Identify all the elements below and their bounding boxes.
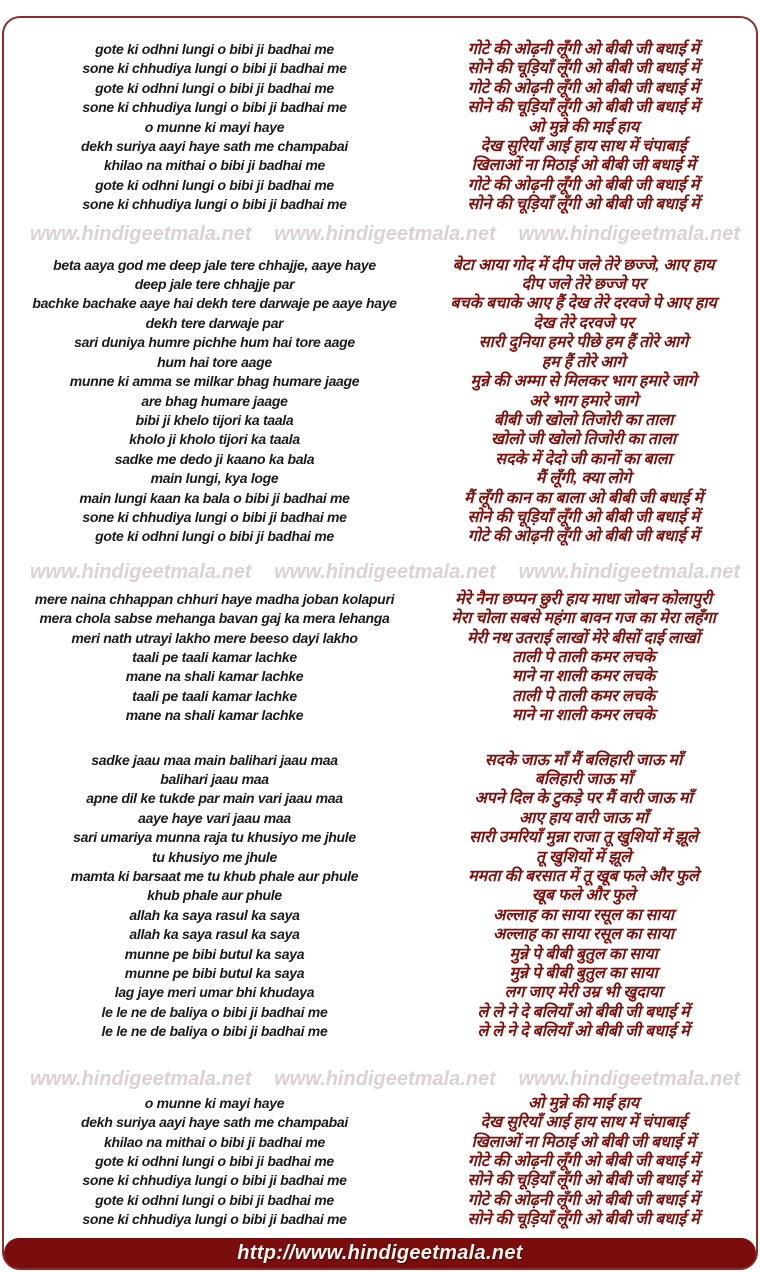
- watermark-text: www.hindigeetmala.net: [274, 222, 496, 245]
- lyric-line-row: [4, 294, 756, 313]
- lyric-line-row: [4, 508, 756, 527]
- lyric-line-transliteration: sadke me dedo ji kaano ka bala: [114, 450, 315, 467]
- lyric-line-row: [4, 1171, 756, 1190]
- lyrics-body: [4, 40, 756, 1230]
- lyric-line-transliteration: mera chola sabse mehanga bavan gaj ka mera lehanga: [39, 610, 390, 627]
- lyric-line-transliteration: sone ki chhudiya lungi o bibi ji badhai me: [82, 99, 347, 116]
- lyric-line-transliteration: o munne ki mayi haye: [144, 118, 285, 135]
- lyric-line-transliteration: bachke bachake aaye hai dekh tere darwaje pe aaye haye: [32, 295, 397, 312]
- lyric-line-hindi: सदके जाऊ माँ मैं बलिहारी जाऊ माँ: [484, 751, 683, 769]
- lyric-line-row: [4, 450, 756, 469]
- lyric-line-row: [4, 1113, 756, 1132]
- lyric-line-row: [4, 118, 756, 137]
- lyric-line-transliteration: taali pe taali kamar lachke: [132, 648, 297, 665]
- lyric-line-row: [4, 1191, 756, 1210]
- lyric-line-row: [4, 809, 756, 828]
- lyric-line-hindi: ले ले ने दे बलियाँ ओ बीबी जी बधाई में: [477, 1023, 690, 1041]
- lyric-line-transliteration: allah ka saya rasul ka saya: [129, 926, 300, 943]
- lyric-line-transliteration: khub phale aur phule: [147, 887, 282, 904]
- lyric-line-row: [4, 469, 756, 488]
- lyric-line-transliteration: beta aaya god me deep jale tere chhajje, aaye haye: [53, 256, 376, 273]
- lyric-line-row: [4, 195, 756, 214]
- lyric-line-transliteration: mere naina chhappan chhuri haye madha joban kolapuri: [34, 590, 395, 607]
- watermark-text: www.hindigeetmala.net: [274, 1067, 496, 1090]
- lyric-line-transliteration: sone ki chhudiya lungi o bibi ji badhai me: [82, 60, 347, 77]
- lyric-line-row: [4, 1210, 756, 1229]
- lyric-line-transliteration: gote ki odhni lungi o bibi ji badhai me: [95, 1191, 334, 1208]
- lyric-line-row: [4, 98, 756, 117]
- watermark-row: [4, 1066, 756, 1092]
- lyric-line-row: [4, 156, 756, 175]
- lyric-line-hindi: देख तेरे दरवजे पर: [533, 314, 634, 332]
- lyric-line-hindi: खिलाओं ना मिठाई ओ बीबी जी बधाई में: [471, 157, 696, 175]
- lyric-line-hindi: मुन्ने पे बीबी बुतुल का साया: [509, 945, 658, 963]
- lyric-line-row: [4, 983, 756, 1002]
- lyric-line-hindi: माने ना शाली कमर लचके: [511, 707, 656, 725]
- lyric-line-hindi: मेरे नैना छप्पन छुरी हाय माधा जोबन कोलापुरी: [455, 590, 712, 608]
- lyric-line-row: [4, 137, 756, 156]
- lyric-line-hindi: बचके बचाके आए हैं देख तेरे दरवजे पे आए हाय: [450, 295, 717, 313]
- lyric-line-row: [4, 848, 756, 867]
- lyric-line-transliteration: dekh tere darwaje par: [145, 314, 284, 331]
- lyric-line-row: [4, 964, 756, 983]
- lyric-line-row: [4, 527, 756, 546]
- lyric-line-hindi: खिलाओं ना मिठाई ओ बीबी जी बधाई में: [471, 1133, 696, 1151]
- lyric-line-transliteration: taali pe taali kamar lachke: [132, 687, 297, 704]
- lyric-line-row: [4, 411, 756, 430]
- lyric-line-hindi: अल्लाह का साया रसूल का साया: [493, 906, 674, 924]
- lyric-line-transliteration: khilao na mithai o bibi ji badhai me: [103, 157, 325, 174]
- lyric-line-hindi: सोने की चूड़ियाँ लूँगी ओ बीबी जी बधाई में: [467, 60, 700, 78]
- lyric-line-transliteration: bibi ji khelo tijori ka taala: [135, 411, 294, 428]
- lyric-line-transliteration: gote ki odhni lungi o bibi ji badhai me: [95, 528, 334, 545]
- lyric-line-transliteration: apne dil ke tukde par main vari jaau maa: [86, 790, 343, 807]
- lyric-line-hindi: माने ना शाली कमर लचके: [511, 668, 656, 686]
- lyric-line-hindi: मेरा चोला सबसे महंगा बावन गज का मेरा लहँगा: [451, 610, 716, 628]
- lyric-line-hindi: सदके में देदो जी कानों का बाला: [495, 450, 672, 468]
- lyric-line-transliteration: balihari jaau maa: [160, 771, 269, 787]
- watermark-row: [4, 221, 756, 247]
- lyric-line-hindi: सोने की चूड़ियाँ लूँगी ओ बीबी जी बधाई में: [467, 508, 700, 526]
- lyric-line-row: [4, 59, 756, 78]
- lyric-line-hindi: बेटा आया गोद में दीप जले तेरे छज्जे, आए हाय: [452, 256, 715, 274]
- lyric-line-row: [4, 789, 756, 808]
- lyric-line-transliteration: sone ki chhudiya lungi o bibi ji badhai me: [82, 1172, 347, 1189]
- lyric-line-hindi: तू खुशियों में झूले: [535, 848, 632, 866]
- lyric-line-row: [4, 1152, 756, 1171]
- lyric-line-row: [4, 828, 756, 847]
- lyric-line-row: [4, 770, 756, 789]
- lyric-line-hindi: ताली पे ताली कमर लचके: [511, 648, 656, 666]
- lyric-line-row: [4, 275, 756, 294]
- watermark-text: www.hindigeetmala.net: [518, 222, 740, 245]
- lyrics-card: [2, 16, 758, 1270]
- lyric-line-transliteration: main lungi kaan ka bala o bibi ji badhai me: [79, 489, 350, 506]
- lyric-line-hindi: अरे भाग हमारे जागे: [529, 392, 638, 410]
- watermark-text: www.hindigeetmala.net: [274, 560, 496, 583]
- lyric-line-row: [4, 706, 756, 725]
- lyric-line-transliteration: sone ki chhudiya lungi o bibi ji badhai me: [82, 1211, 347, 1228]
- lyric-line-transliteration: sari duniya humre pichhe hum hai tore aage: [74, 334, 355, 351]
- watermark-text: www.hindigeetmala.net: [518, 1067, 740, 1090]
- lyric-line-row: [4, 1133, 756, 1152]
- lyric-line-row: [4, 945, 756, 964]
- lyric-line-hindi: गोटे की ओढ़नी लूँगी ओ बीबी जी बधाई में: [467, 528, 700, 546]
- lyric-line-hindi: गोटे की ओढ़नी लूँगी ओ बीबी जी बधाई में: [467, 1191, 700, 1209]
- lyric-line-transliteration: sone ki chhudiya lungi o bibi ji badhai me: [82, 196, 347, 213]
- lyric-line-transliteration: mane na shali kamar lachke: [125, 668, 304, 685]
- lyric-line-transliteration: meri nath utrayi lakho mere beeso dayi lakho: [71, 629, 358, 646]
- watermark-text: www.hindigeetmala.net: [518, 560, 740, 583]
- lyric-line-hindi: ममता की बरसात में तू खूब फले और फुले: [468, 868, 699, 886]
- lyric-line-hindi: आए हाय वारी जाऊ माँ: [518, 809, 649, 827]
- lyric-line-transliteration: le le ne de baliya o bibi ji badhai me: [101, 1023, 328, 1040]
- lyric-line-transliteration: deep jale tere chhajje par: [134, 276, 295, 293]
- verse-block: [4, 751, 756, 1042]
- watermark-row: [4, 559, 756, 585]
- lyric-line-row: [4, 648, 756, 667]
- lyric-line-transliteration: hum hai tore aage: [157, 353, 272, 370]
- lyric-line-row: [4, 489, 756, 508]
- lyric-line-hindi: लग जाए मेरी उम्र भी खुदाया: [504, 984, 663, 1002]
- lyric-line-transliteration: tu khusiyo me jhule: [152, 848, 277, 865]
- lyric-line-hindi: देख सुरियाँ आई हाय साथ में चंपाबाई: [480, 1114, 687, 1132]
- lyric-line-row: [4, 609, 756, 628]
- lyric-line-transliteration: dekh suriya aayi haye sath me champabai: [81, 1114, 348, 1131]
- lyric-line-row: [4, 925, 756, 944]
- lyric-line-hindi: दीप जले तेरे छज्जे पर: [521, 276, 646, 294]
- lyric-line-transliteration: kholo ji kholo tijori ka taala: [129, 431, 300, 448]
- lyric-line-transliteration: le le ne de baliya o bibi ji badhai me: [101, 1003, 328, 1020]
- lyric-line-hindi: गोटे की ओढ़नी लूँगी ओ बीबी जी बधाई में: [467, 176, 700, 194]
- lyric-line-hindi: ताली पे ताली कमर लचके: [511, 687, 656, 705]
- lyric-line-row: [4, 392, 756, 411]
- lyric-line-row: [4, 1022, 756, 1041]
- lyric-line-row: [4, 906, 756, 925]
- lyric-line-hindi: गोटे की ओढ़नी लूँगी ओ बीबी जी बधाई में: [467, 1152, 700, 1170]
- lyric-line-hindi: सारी दुनिया हमरे पीछे हम हैं तोरे आगे: [478, 334, 689, 352]
- lyric-line-hindi: सोने की चूड़ियाँ लूँगी ओ बीबी जी बधाई में: [467, 196, 700, 214]
- lyric-line-row: [4, 314, 756, 333]
- lyric-line-transliteration: o munne ki mayi haye: [144, 1094, 285, 1111]
- lyric-line-transliteration: khilao na mithai o bibi ji badhai me: [103, 1133, 325, 1150]
- lyric-line-hindi: मैं लूँगी कान का बाला ओ बीबी जी बधाई में: [463, 489, 704, 507]
- lyric-line-transliteration: sadke jaau maa main balihari jaau maa: [91, 751, 338, 768]
- verse-block: [4, 40, 756, 215]
- lyric-line-hindi: बलिहारी जाऊ माँ: [534, 771, 633, 788]
- lyric-line-hindi: सारी उमरियाँ मुन्ना राजा तू खुशियों में झूले: [469, 829, 698, 847]
- lyric-line-row: [4, 353, 756, 372]
- lyric-line-transliteration: main lungi, kya loge: [150, 470, 279, 487]
- lyric-line-hindi: मुन्ने की अम्मा से मिलकर भाग हमारे जागे: [470, 373, 697, 391]
- lyric-line-transliteration: gote ki odhni lungi o bibi ji badhai me: [95, 176, 334, 193]
- lyric-line-hindi: गोटे की ओढ़नी लूँगी ओ बीबी जी बधाई में: [467, 79, 700, 97]
- lyric-line-hindi: मैं लूँगी, क्या लोगे: [535, 470, 632, 488]
- lyric-line-hindi: गोटे की ओढ़नी लूँगी ओ बीबी जी बधाई में: [467, 41, 700, 58]
- lyric-line-hindi: खोलो जी खोलो तिजोरी का ताला: [490, 431, 677, 449]
- verse-block: [4, 256, 756, 547]
- lyric-line-row: [4, 256, 756, 275]
- lyric-line-transliteration: munne pe bibi butul ka saya: [124, 965, 305, 982]
- lyric-line-transliteration: are bhag humare jaage: [141, 392, 288, 409]
- lyric-line-row: [4, 1003, 756, 1022]
- lyric-line-row: [4, 667, 756, 686]
- lyric-line-hindi: ओ मुन्ने की माई हाय: [528, 1094, 639, 1112]
- lyric-line-hindi: ओ मुन्ने की माई हाय: [528, 118, 639, 136]
- lyric-line-hindi: मुन्ने पे बीबी बुतुल का साया: [509, 965, 658, 983]
- lyric-line-hindi: सोने की चूड़ियाँ लूँगी ओ बीबी जी बधाई में: [467, 99, 700, 117]
- lyric-line-row: [4, 751, 756, 770]
- verse-block: [4, 590, 756, 726]
- lyric-line-row: [4, 372, 756, 391]
- verse-block: [4, 1094, 756, 1230]
- lyric-line-transliteration: gote ki odhni lungi o bibi ji badhai me: [95, 41, 334, 57]
- lyric-line-transliteration: sone ki chhudiya lungi o bibi ji badhai me: [82, 508, 347, 525]
- footer-bar: [4, 1238, 756, 1268]
- lyric-line-transliteration: munne pe bibi butul ka saya: [124, 945, 305, 962]
- lyric-line-transliteration: dekh suriya aayi haye sath me champabai: [81, 138, 348, 155]
- lyric-line-hindi: बीबी जी खोलो तिजोरी का ताला: [493, 411, 674, 429]
- lyric-line-row: [4, 629, 756, 648]
- lyric-line-transliteration: allah ka saya rasul ka saya: [129, 906, 300, 923]
- lyric-line-row: [4, 867, 756, 886]
- lyric-line-transliteration: mane na shali kamar lachke: [125, 707, 304, 724]
- lyric-line-row: [4, 176, 756, 195]
- lyric-line-row: [4, 333, 756, 352]
- lyric-line-row: [4, 687, 756, 706]
- watermark-text: www.hindigeetmala.net: [30, 1067, 252, 1090]
- lyric-line-row: [4, 1094, 756, 1113]
- lyric-line-transliteration: aaye haye vari jaau maa: [138, 809, 291, 826]
- lyric-line-row: [4, 40, 756, 59]
- lyric-line-transliteration: sari umariya munna raja tu khusiyo me jhule: [73, 829, 356, 846]
- watermark-text: www.hindigeetmala.net: [30, 222, 252, 245]
- lyric-line-hindi: सोने की चूड़ियाँ लूँगी ओ बीबी जी बधाई में: [467, 1172, 700, 1190]
- lyric-line-transliteration: mamta ki barsaat me tu khub phale aur phule: [70, 868, 359, 885]
- lyric-line-hindi: हम हैं तोरे आगे: [541, 353, 626, 371]
- lyric-line-hindi: सोने की चूड़ियाँ लूँगी ओ बीबी जी बधाई में: [467, 1211, 700, 1229]
- lyric-line-row: [4, 886, 756, 905]
- footer-site-url[interactable]: http://www.hindigeetmala.net: [237, 1242, 523, 1264]
- lyric-line-hindi: खूब फले और फुले: [531, 887, 636, 905]
- lyric-line-hindi: अपने दिल के टुकड़े पर मैं वारी जाऊ माँ: [474, 790, 693, 808]
- lyric-line-row: [4, 590, 756, 609]
- lyric-line-transliteration: lag jaye meri umar bhi khudaya: [114, 984, 315, 1001]
- lyric-line-transliteration: gote ki odhni lungi o bibi ji badhai me: [95, 79, 334, 96]
- lyric-line-row: [4, 430, 756, 449]
- lyric-line-hindi: ले ले ने दे बलियाँ ओ बीबी जी बधाई में: [477, 1003, 690, 1021]
- lyric-line-hindi: मेरी नथ उतराई लाखों मेरे बीसों दाई लाखों: [466, 629, 701, 647]
- lyric-line-row: [4, 79, 756, 98]
- lyric-line-transliteration: gote ki odhni lungi o bibi ji badhai me: [95, 1152, 334, 1169]
- lyric-line-transliteration: munne ki amma se milkar bhag humare jaage: [69, 373, 360, 390]
- watermark-text: www.hindigeetmala.net: [30, 560, 252, 583]
- lyric-line-hindi: देख सुरियाँ आई हाय साथ में चंपाबाई: [480, 138, 687, 156]
- lyric-line-hindi: अल्लाह का साया रसूल का साया: [493, 926, 674, 944]
